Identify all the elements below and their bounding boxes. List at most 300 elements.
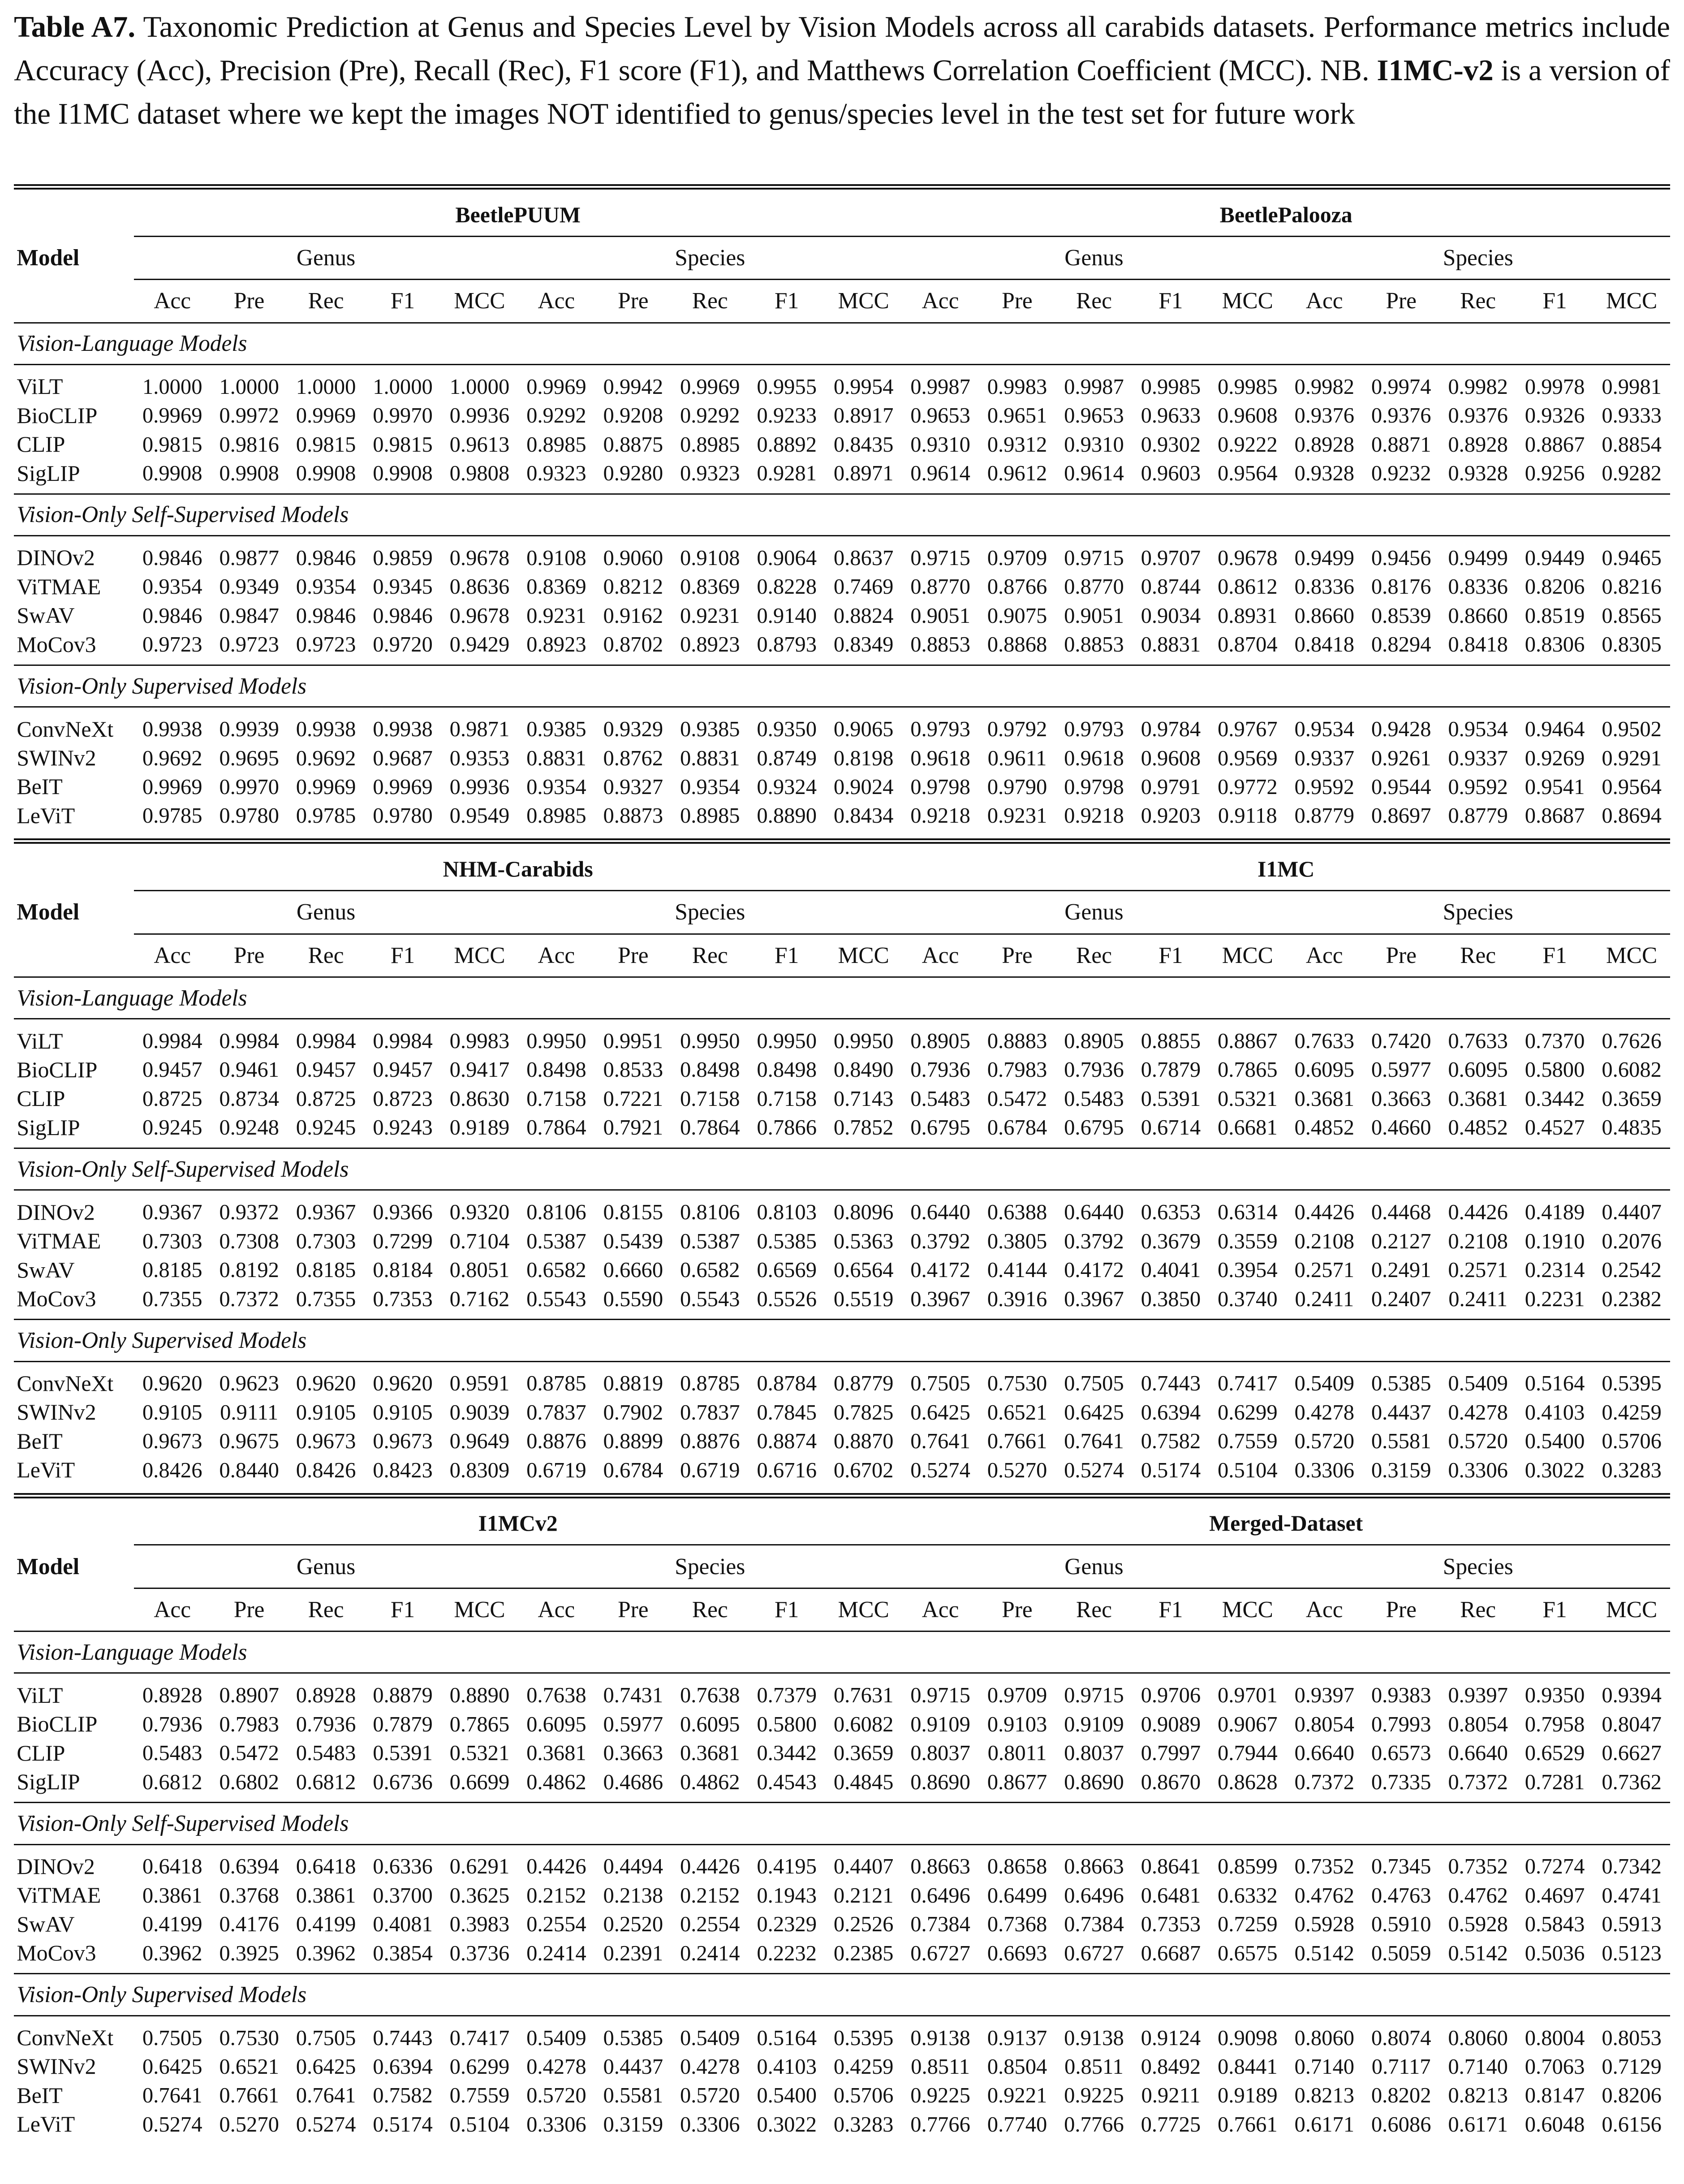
- metric-value: 0.3022: [757, 2112, 817, 2137]
- metric-value: 0.3663: [603, 1741, 663, 1765]
- metric-value: 0.5581: [1371, 1429, 1431, 1454]
- metric-header-rec: Rec: [1055, 934, 1132, 977]
- metric-value: 0.7443: [373, 2025, 433, 2050]
- metric-value: 0.7417: [449, 2025, 510, 2050]
- table-row: [14, 1284, 1670, 1319]
- table-row: [14, 1881, 1670, 1910]
- metric-value: 0.9653: [910, 403, 970, 428]
- table-row: [14, 572, 1670, 601]
- metric-value: 0.7766: [1064, 2112, 1124, 2137]
- metric-value: 0.8819: [603, 1371, 663, 1396]
- group-header-row: [14, 1803, 1670, 1844]
- metric-value: 0.9064: [757, 545, 817, 570]
- metric-value: 0.9221: [987, 2083, 1047, 2108]
- metric-value: 0.5270: [987, 1458, 1047, 1482]
- metric-value: 0.5977: [603, 1712, 663, 1736]
- metric-value: 0.8663: [1064, 1854, 1124, 1879]
- model-name: BeIT: [17, 2083, 63, 2108]
- metric-value: 0.7661: [219, 2083, 279, 2108]
- metric-value: 0.9846: [296, 603, 356, 628]
- metric-value: 0.7158: [757, 1086, 817, 1111]
- metric-value: 0.9376: [1448, 403, 1508, 428]
- metric-value: 0.4741: [1602, 1883, 1662, 1908]
- metric-value: 0.7140: [1448, 2054, 1508, 2079]
- metric-value: 0.5123: [1602, 1941, 1662, 1965]
- metric-value: 0.4862: [680, 1770, 740, 1794]
- model-name: BeIT: [17, 774, 63, 799]
- metric-value: 0.5395: [1602, 1371, 1662, 1396]
- metric-value: 0.5400: [757, 2083, 817, 2108]
- metric-value: 0.5409: [680, 2025, 740, 2050]
- metric-value: 0.9984: [296, 1029, 356, 1053]
- metric-value: 0.9534: [1448, 717, 1508, 742]
- metric-value: 0.7308: [219, 1229, 279, 1253]
- table-row: [14, 630, 1670, 665]
- metric-value: 0.9798: [910, 774, 970, 799]
- metric-value: 0.9281: [757, 461, 817, 486]
- metric-value: 0.3740: [1218, 1286, 1278, 1311]
- metric-value: 0.9623: [219, 1371, 279, 1396]
- metric-value: 0.9614: [1064, 461, 1124, 486]
- metric-value: 0.5590: [603, 1286, 663, 1311]
- metric-value: 0.7936: [142, 1712, 202, 1736]
- metric-value: 0.6499: [987, 1883, 1047, 1908]
- metric-value: 0.3805: [987, 1229, 1047, 1253]
- metric-value: 0.8198: [833, 746, 894, 770]
- metric-value: 0.2329: [757, 1912, 817, 1937]
- metric-value: 0.4437: [1371, 1400, 1431, 1424]
- metric-value: 0.9354: [142, 574, 202, 599]
- metric-value: 0.8185: [142, 1258, 202, 1282]
- metric-value: 0.8793: [757, 632, 817, 657]
- metric-value: 0.8704: [1218, 632, 1278, 657]
- metric-value: 0.9709: [987, 545, 1047, 570]
- metric-value: 0.5059: [1371, 1941, 1431, 1965]
- table-row: [14, 1427, 1670, 1455]
- metric-value: 0.8928: [1448, 432, 1508, 457]
- metric-value: 0.8697: [1371, 803, 1431, 828]
- metric-value: 0.8687: [1525, 803, 1585, 828]
- metric-header-acc: Acc: [518, 280, 594, 323]
- metric-value: 0.6564: [833, 1258, 894, 1282]
- metric-value: 0.7825: [833, 1400, 894, 1424]
- metric-value: 0.6660: [603, 1258, 663, 1282]
- metric-value: 0.6627: [1602, 1741, 1662, 1765]
- metric-value: 0.7638: [680, 1683, 740, 1708]
- table-block: [14, 184, 1670, 836]
- metric-header-pre: Pre: [595, 934, 672, 977]
- metric-value: 0.8660: [1448, 603, 1508, 628]
- metric-value: 0.6521: [987, 1400, 1047, 1424]
- metric-value: 0.9429: [449, 632, 510, 657]
- metric-value: 0.3663: [1371, 1086, 1431, 1111]
- metric-header-acc: Acc: [134, 1588, 211, 1631]
- metric-value: 0.7936: [910, 1057, 970, 1082]
- metric-value: 0.2414: [680, 1941, 740, 1965]
- metric-header-pre: Pre: [979, 1588, 1055, 1631]
- metric-value: 0.7865: [449, 1712, 510, 1736]
- metric-value: 0.5439: [603, 1229, 663, 1253]
- metric-value: 0.3159: [1371, 1458, 1431, 1482]
- metric-value: 0.9075: [987, 603, 1047, 628]
- metric-value: 0.9189: [1218, 2083, 1278, 2108]
- metric-value: 0.8212: [603, 574, 663, 599]
- metric-value: 0.5472: [987, 1086, 1047, 1111]
- metric-value: 0.8565: [1602, 603, 1662, 628]
- table-row: [14, 365, 1670, 401]
- metric-value: 0.8867: [1525, 432, 1585, 457]
- metric-value: 0.9985: [1218, 374, 1278, 399]
- metric-header-pre: Pre: [979, 934, 1055, 977]
- metric-value: 0.8905: [910, 1029, 970, 1053]
- metric-value: 0.9673: [373, 1429, 433, 1454]
- metric-value: 0.9678: [449, 603, 510, 628]
- metric-value: 0.7626: [1602, 1029, 1662, 1053]
- metric-value: 0.7117: [1371, 2054, 1431, 2079]
- metric-value: 0.7372: [219, 1286, 279, 1311]
- metric-value: 0.9456: [1371, 545, 1431, 570]
- metric-header-mcc: MCC: [825, 1588, 902, 1631]
- metric-value: 0.7725: [1141, 2112, 1201, 2137]
- metric-value: 0.7661: [987, 1429, 1047, 1454]
- table-row: [14, 1844, 1670, 1881]
- metric-value: 0.4426: [680, 1854, 740, 1879]
- metric-value: 0.9349: [219, 574, 279, 599]
- metric-value: 0.9983: [987, 374, 1047, 399]
- metric-header-f1: F1: [1133, 934, 1209, 977]
- metric-value: 0.6802: [219, 1770, 279, 1794]
- metric-value: 0.5720: [526, 2083, 586, 2108]
- metric-value: 0.8637: [833, 545, 894, 570]
- metric-value: 0.2231: [1525, 1286, 1585, 1311]
- metric-header-row: [14, 934, 1670, 977]
- metric-value: 0.5142: [1294, 1941, 1355, 1965]
- metric-value: 0.9847: [219, 603, 279, 628]
- metric-value: 0.9608: [1218, 403, 1278, 428]
- metric-value: 0.4195: [757, 1854, 817, 1879]
- metric-value: 0.9367: [296, 1200, 356, 1225]
- metric-value: 0.6702: [833, 1458, 894, 1482]
- metric-value: 0.4103: [757, 2054, 817, 2079]
- metric-value: 0.6418: [296, 1854, 356, 1879]
- metric-value: 0.4407: [833, 1854, 894, 1879]
- level-header-species: Species: [518, 1545, 902, 1588]
- metric-value: 0.9984: [373, 1029, 433, 1053]
- results-tables: [0, 184, 1684, 2144]
- metric-value: 0.7345: [1371, 1854, 1431, 1879]
- metric-value: 0.2385: [833, 1941, 894, 1965]
- metric-value: 0.9846: [296, 545, 356, 570]
- metric-value: 0.6425: [296, 2054, 356, 2079]
- metric-value: 0.9105: [296, 1400, 356, 1424]
- metric-value: 0.9327: [603, 774, 663, 799]
- metric-value: 0.5387: [526, 1229, 586, 1253]
- metric-value: 0.5843: [1525, 1912, 1585, 1937]
- metric-value: 0.5720: [1448, 1429, 1508, 1454]
- metric-value: 0.9337: [1294, 746, 1355, 770]
- metric-value: 0.3792: [1064, 1229, 1124, 1253]
- metric-value: 0.6575: [1218, 1941, 1278, 1965]
- metric-value: 0.7384: [910, 1912, 970, 1937]
- metric-value: 0.9109: [1064, 1712, 1124, 1736]
- metric-value: 0.3659: [833, 1741, 894, 1765]
- metric-value: 0.3306: [1448, 1458, 1508, 1482]
- metric-value: 0.3625: [449, 1883, 510, 1908]
- metric-value: 0.7559: [449, 2083, 510, 2108]
- metric-value: 0.9908: [373, 461, 433, 486]
- metric-value: 0.5519: [833, 1286, 894, 1311]
- metric-value: 0.7417: [1218, 1371, 1278, 1396]
- level-header-row: [14, 891, 1670, 934]
- metric-header-f1: F1: [1133, 280, 1209, 323]
- group-label: Vision-Only Self-Supervised Models: [14, 494, 1670, 535]
- metric-value: 0.7582: [373, 2083, 433, 2108]
- metric-value: 0.8053: [1602, 2025, 1662, 2050]
- metric-value: 0.9350: [757, 717, 817, 742]
- metric-value: 0.9499: [1294, 545, 1355, 570]
- metric-value: 0.7641: [910, 1429, 970, 1454]
- metric-value: 0.8762: [603, 746, 663, 770]
- metric-value: 0.4426: [526, 1854, 586, 1879]
- metric-value: 0.9614: [910, 461, 970, 486]
- metric-header-f1: F1: [748, 1588, 825, 1631]
- metric-value: 0.9428: [1371, 717, 1431, 742]
- metric-value: 0.7372: [1294, 1770, 1355, 1794]
- metric-value: 0.6388: [987, 1200, 1047, 1225]
- metric-value: 0.7352: [1294, 1854, 1355, 1879]
- metric-header-acc: Acc: [902, 1588, 978, 1631]
- metric-value: 0.7631: [833, 1683, 894, 1708]
- metric-value: 0.9793: [910, 717, 970, 742]
- table-block: [14, 1493, 1670, 2145]
- group-label: Vision-Language Models: [14, 323, 1670, 364]
- metric-value: 0.8824: [833, 603, 894, 628]
- metric-value: 0.8890: [449, 1683, 510, 1708]
- metric-value: 0.9324: [757, 774, 817, 799]
- metric-value: 0.6314: [1218, 1200, 1278, 1225]
- metric-value: 0.8434: [833, 803, 894, 828]
- metric-value: 0.8213: [1448, 2083, 1508, 2108]
- metric-header-f1: F1: [364, 934, 441, 977]
- metric-value: 0.9323: [526, 461, 586, 486]
- metric-value: 0.6521: [219, 2054, 279, 2079]
- metric-value: 1.0000: [142, 374, 202, 399]
- metric-header-acc: Acc: [134, 280, 211, 323]
- metric-value: 0.9784: [1141, 717, 1201, 742]
- metric-value: 0.7921: [603, 1115, 663, 1140]
- metric-value: 0.4468: [1371, 1200, 1431, 1225]
- metric-value: 0.4278: [1294, 1400, 1355, 1424]
- metric-value: 0.3306: [1294, 1458, 1355, 1482]
- metric-value: 0.5270: [219, 2112, 279, 2137]
- metric-value: 0.7638: [526, 1683, 586, 1708]
- metric-value: 0.9687: [373, 746, 433, 770]
- metric-value: 0.4762: [1294, 1883, 1355, 1908]
- metric-value: 0.8440: [219, 1458, 279, 1482]
- metric-value: 0.8106: [526, 1200, 586, 1225]
- metric-value: 0.9354: [296, 574, 356, 599]
- metric-header-pre: Pre: [211, 1588, 287, 1631]
- metric-value: 0.9908: [219, 461, 279, 486]
- metric-value: 0.9706: [1141, 1683, 1201, 1708]
- caption-rest: is a version of the I1MC dataset where we kept the images NOT identified to genus/species level in the test set for future work: [14, 54, 1670, 130]
- metric-value: 0.2571: [1448, 1258, 1508, 1282]
- model-name: SigLIP: [17, 1770, 80, 1795]
- metric-value: 0.9785: [142, 803, 202, 828]
- metric-value: 0.9969: [142, 774, 202, 799]
- metric-header-acc: Acc: [1286, 934, 1363, 977]
- metric-header-mcc: MCC: [1209, 280, 1286, 323]
- model-name: SigLIP: [17, 461, 80, 486]
- metric-value: 0.6171: [1294, 2112, 1355, 2137]
- metric-value: 0.5104: [449, 2112, 510, 2137]
- metric-value: 0.6299: [1218, 1400, 1278, 1424]
- metric-value: 0.9846: [373, 603, 433, 628]
- metric-value: 0.8096: [833, 1200, 894, 1225]
- metric-value: 0.9544: [1371, 774, 1431, 799]
- metric-value: 0.8060: [1448, 2025, 1508, 2050]
- metric-value: 0.8907: [219, 1683, 279, 1708]
- metric-value: 0.8202: [1371, 2083, 1431, 2108]
- metric-value: 0.8744: [1141, 574, 1201, 599]
- metric-header-mcc: MCC: [825, 280, 902, 323]
- metric-value: 0.9675: [219, 1429, 279, 1454]
- caption-bold-term: I1MC-v2: [1377, 54, 1494, 87]
- metric-value: 0.9350: [1525, 1683, 1585, 1708]
- metric-value: 0.8658: [987, 1854, 1047, 1879]
- metric-value: 0.8928: [1294, 432, 1355, 457]
- model-name: LeViT: [17, 803, 75, 828]
- table-row: [14, 1739, 1670, 1767]
- metric-value: 0.3983: [449, 1912, 510, 1937]
- metric-header-rec: Rec: [672, 280, 748, 323]
- metric-value: 0.7368: [987, 1912, 1047, 1937]
- metric-value: 0.8533: [603, 1057, 663, 1082]
- metric-value: 0.8702: [603, 632, 663, 657]
- metric-value: 0.6719: [680, 1458, 740, 1482]
- metric-value: 0.9051: [1064, 603, 1124, 628]
- metric-value: 0.4278: [1448, 1400, 1508, 1424]
- model-name: BioCLIP: [17, 403, 98, 428]
- metric-value: 0.8519: [1525, 603, 1585, 628]
- metric-value: 0.3442: [757, 1741, 817, 1765]
- metric-value: 0.6291: [449, 1854, 510, 1879]
- metric-value: 0.7129: [1602, 2054, 1662, 2079]
- dataset-name: NHM-Carabids: [443, 856, 593, 881]
- metric-value: 0.8883: [987, 1029, 1047, 1053]
- table-row: [14, 1939, 1670, 1974]
- metric-value: 0.8336: [1294, 574, 1355, 599]
- metric-value: 0.4845: [833, 1770, 894, 1794]
- metric-value: 0.6640: [1294, 1741, 1355, 1765]
- metric-value: 0.8423: [373, 1458, 433, 1482]
- metric-value: 0.9231: [680, 603, 740, 628]
- metric-value: 0.8011: [987, 1741, 1047, 1765]
- metric-value: 0.9108: [680, 545, 740, 570]
- metric-value: 0.9983: [449, 1029, 510, 1053]
- metric-value: 0.8931: [1218, 603, 1278, 628]
- metric-value: 0.9353: [449, 746, 510, 770]
- metric-value: 0.4407: [1602, 1200, 1662, 1225]
- metric-value: 0.3967: [910, 1286, 970, 1311]
- table-row: [14, 1226, 1670, 1255]
- metric-value: 0.3159: [603, 2112, 663, 2137]
- metric-value: 0.4852: [1294, 1115, 1355, 1140]
- metric-value: 0.8853: [910, 632, 970, 657]
- metric-value: 0.5385: [1371, 1371, 1431, 1396]
- metric-value: 0.6095: [526, 1712, 586, 1736]
- metric-value: 0.9815: [142, 432, 202, 457]
- metric-value: 0.9981: [1602, 374, 1662, 399]
- metric-value: 0.8306: [1525, 632, 1585, 657]
- metric-value: 0.6082: [833, 1712, 894, 1736]
- caption-label: Table A7.: [14, 10, 136, 44]
- metric-value: 0.4527: [1525, 1115, 1585, 1140]
- metric-value: 0.9938: [142, 717, 202, 742]
- metric-value: 0.7372: [1448, 1770, 1508, 1794]
- metric-value: 0.6714: [1141, 1115, 1201, 1140]
- metric-value: 0.6496: [910, 1883, 970, 1908]
- metric-header-pre: Pre: [1363, 934, 1439, 977]
- metric-value: 0.6699: [449, 1770, 510, 1794]
- metric-value: 0.4278: [526, 2054, 586, 2079]
- metric-header-pre: Pre: [595, 280, 672, 323]
- metric-value: 0.9367: [142, 1200, 202, 1225]
- metric-value: 0.3306: [680, 2112, 740, 2137]
- metric-value: 0.5526: [757, 1286, 817, 1311]
- metric-value: 0.8103: [757, 1200, 817, 1225]
- metric-value: 0.8641: [1141, 1854, 1201, 1879]
- metric-value: 0.7063: [1525, 2054, 1585, 2079]
- metric-value: 0.9320: [449, 1200, 510, 1225]
- metric-value: 0.9457: [373, 1057, 433, 1082]
- metric-header-rec: Rec: [288, 280, 364, 323]
- metric-value: 0.9218: [1064, 803, 1124, 828]
- metric-value: 0.9034: [1141, 603, 1201, 628]
- metric-value: 0.8831: [526, 746, 586, 770]
- metric-value: 0.6425: [1064, 1400, 1124, 1424]
- metric-value: 0.6095: [1448, 1057, 1508, 1082]
- metric-value: 0.9767: [1218, 717, 1278, 742]
- model-name: ConvNeXt: [17, 716, 114, 742]
- metric-value: 0.5706: [833, 2083, 894, 2108]
- metric-value: 0.3283: [833, 2112, 894, 2137]
- metric-value: 0.9354: [526, 774, 586, 799]
- metric-value: 0.8369: [680, 574, 740, 599]
- metric-value: 0.8785: [680, 1371, 740, 1396]
- metric-value: 0.9611: [987, 746, 1047, 770]
- metric-value: 0.5720: [680, 2083, 740, 2108]
- metric-value: 0.8725: [142, 1086, 202, 1111]
- metric-value: 0.9211: [1141, 2083, 1201, 2108]
- metric-value: 0.5174: [373, 2112, 433, 2137]
- metric-value: 0.9969: [296, 774, 356, 799]
- table-row: [14, 1084, 1670, 1113]
- metric-value: 0.9950: [526, 1029, 586, 1053]
- metric-value: 0.9798: [1064, 774, 1124, 799]
- metric-value: 0.5274: [1064, 1458, 1124, 1482]
- metric-value: 0.7259: [1218, 1912, 1278, 1937]
- model-name: ViLT: [17, 374, 63, 399]
- table-row: [14, 1767, 1670, 1802]
- metric-value: 0.1910: [1525, 1229, 1585, 1253]
- table-row: [14, 773, 1670, 801]
- metric-value: 0.3659: [1602, 1086, 1662, 1111]
- metric-value: 0.9231: [526, 603, 586, 628]
- metric-value: 0.9772: [1218, 774, 1278, 799]
- metric-value: 0.9969: [142, 403, 202, 428]
- level-header-species: Species: [1286, 1545, 1670, 1588]
